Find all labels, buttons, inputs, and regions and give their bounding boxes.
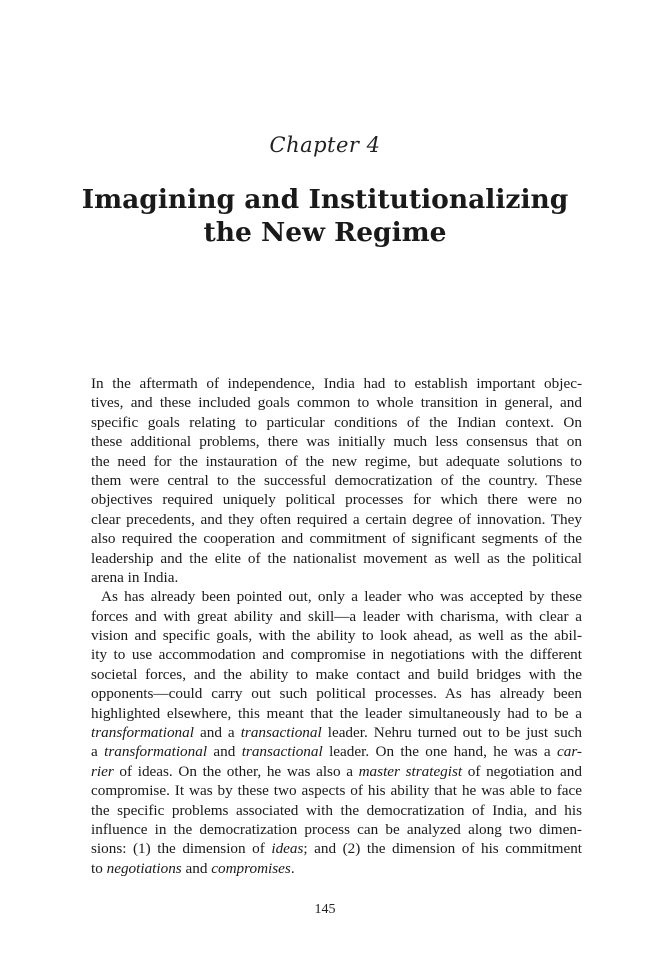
text-line: As has already been pointed out, only a leader who was accepted by these [101,588,582,606]
italic-term: transformational [91,724,194,742]
text-line: highlighted elsewhere, this meant that the leader simultaneously had to be a [91,704,582,722]
italic-term: transactional [241,743,323,761]
italic-term: transformational [104,743,208,761]
text-line: rier of ideas. On the other, he was also a master strategist of negotiation and [91,762,582,780]
chapter-title [0,183,650,249]
text-line: sions: (1) the dimension of ideas; and (2) the dimension of his commitment [91,840,583,858]
text-line: clear precedents, and they often required a certain degree of innovation. They [91,510,582,528]
text-line: vision and specific goals, with the ability to look ahead, as well as the abil- [91,627,582,645]
text-line: In the aftermath of independence, India had to establish important objec- [91,375,582,392]
italic-term: car- [556,743,582,761]
text-line: influence in the democratization process can be analyzed along two dimen- [91,820,582,838]
text-line: tives, and these included goals common to whole transition in general, and [91,394,582,412]
italic-term: master strategist [358,762,463,780]
text-line: forces and with great ability and skill—a leader with charisma, with clear a [91,607,582,625]
italic-term: compromises [211,859,291,877]
text-line: them were central to the successful democratization of the country. These [91,471,582,489]
italic-term: rier [91,762,114,780]
text-line: opponents—could carry out such political processes. As has already been [91,685,582,703]
text-line: transformational and a transactional leader. Nehru turned out to be just such [91,724,582,742]
text-line: societal forces, and the ability to make contact and build bridges with the [91,665,582,683]
chapter-label: Chapter 4 [269,133,381,157]
text-line: also required the cooperation and commitment of significant segments of the [91,530,582,548]
text-line: arena in India. [91,568,179,586]
text-line: objectives required uniquely political processes for which there were no [91,491,582,509]
text-line: specific goals relating to particular conditions of the Indian context. On [91,413,582,431]
text-line: the specific problems associated with the democratization of India, and his [91,801,582,819]
text-line: leadership and the elite of the nationalist movement as well as the political [91,549,582,567]
italic-term: transactional [240,724,322,742]
text-line: ity to use accommodation and compromise in negotiations with the different [91,646,582,664]
italic-term: ideas [271,840,304,858]
body-text [91,374,582,878]
chapter-title-line-1: Imagining and Institutionalizing [81,184,569,215]
paragraph-1 [91,374,582,587]
text-line: a transformational and transactional leader. On the one hand, he was a car- [91,743,582,761]
text-line: these additional problems, there was initially much less consensus that on [91,433,582,451]
chapter-title-line-2: the New Regime [203,217,447,248]
page-number: 145 [314,902,336,917]
paragraph-2 [91,587,582,878]
text-line: compromise. It was by these two aspects of his ability that he was able to face [91,782,582,800]
italic-term: negotiations [106,859,182,877]
text-line: to negotiations and compromises. [91,859,295,877]
text-line: the need for the instauration of the new regime, but adequate solutions to [91,452,582,470]
